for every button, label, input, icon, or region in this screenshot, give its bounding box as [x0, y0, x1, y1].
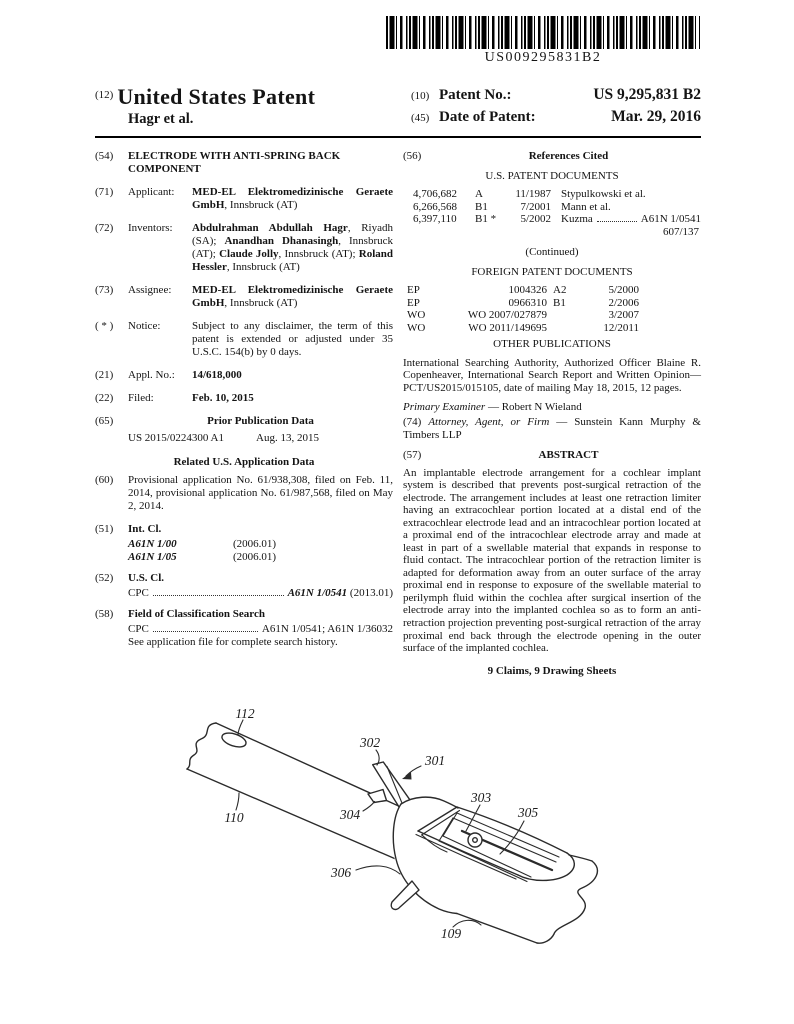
ref-country: EP: [407, 296, 420, 309]
section-number: (51): [95, 523, 114, 536]
attorney-line: [403, 416, 701, 441]
cpc-class: A61N 1/0541: [287, 587, 348, 600]
barcode-number: US009295831B2: [484, 50, 602, 65]
dot-leader: [153, 623, 258, 632]
ref-name: Stypulkowski et al.: [561, 188, 646, 201]
ref-date: 5/2000: [608, 284, 639, 297]
code-12: (12): [95, 89, 114, 101]
header-divider: [95, 136, 701, 138]
ref-name: Mann et al.: [561, 200, 611, 213]
foreign-ref-row: [407, 284, 701, 297]
cpc-year: (2013.01): [349, 587, 393, 600]
ref-kind: B1: [475, 200, 488, 213]
abstract-heading: ABSTRACT: [538, 449, 599, 462]
int-cl-row: [128, 538, 393, 551]
patent-number-row: [411, 86, 701, 104]
notice-text: Subject to any disclaimer, the term of this patent is extended or adjusted under 35 U.S.C. 154(b) by 0 days.: [192, 319, 393, 358]
inventor-location: , Innsbruck (AT): [226, 260, 300, 273]
section-number: (72): [95, 221, 114, 234]
figure-label-303: 303: [470, 790, 492, 805]
ref-number: WO 2007/027879: [467, 309, 547, 322]
patent-date-row: [411, 108, 701, 126]
ref-date: 2/2006: [608, 296, 639, 309]
primary-examiner-name: — Robert N Wieland: [485, 400, 582, 413]
leader-304: [363, 802, 375, 812]
ref-date: 11/1987: [515, 188, 551, 201]
prior-publication-heading: Prior Publication Data: [207, 414, 314, 427]
references-cited-heading: References Cited: [528, 150, 609, 162]
section-54-title: [95, 150, 393, 176]
class-code: A61N 1/05: [128, 551, 177, 564]
tube-bottom-edge: [187, 769, 398, 860]
barcode-block: [386, 16, 700, 66]
code-10: (10): [411, 90, 430, 102]
continued-note: (Continued): [525, 246, 579, 259]
lead-broken-end: [537, 861, 597, 943]
ref-kind: A: [475, 188, 483, 201]
figure-label-301: 301: [424, 753, 446, 768]
leader-110: [236, 793, 239, 810]
ref-date: 7/2001: [520, 200, 551, 213]
ref-class: A61N 1/0541: [640, 213, 701, 226]
patent-number-label: Patent No.:: [439, 87, 512, 103]
appl-no-label: Appl. No.:: [128, 368, 175, 381]
primary-examiner-line: [403, 401, 701, 414]
figure-label-302: 302: [359, 735, 381, 750]
ref-kind: B1 *: [475, 213, 497, 226]
section-52-us-cl: [95, 572, 393, 585]
figure-label-109: 109: [440, 926, 462, 941]
inventors-label: Inventors:: [128, 221, 173, 234]
ref-number: 6,397,110: [413, 213, 457, 226]
cpc-label: CPC: [128, 623, 149, 636]
inventor-name: Abdulrahman Abdullah Hagr: [192, 221, 348, 234]
attorney-label: Attorney, Agent, or Firm: [428, 416, 550, 429]
assignee-location: , Innsbruck (AT): [224, 296, 298, 309]
section-21-appl-no: [95, 369, 393, 382]
section-number: (71): [95, 185, 114, 198]
ref-country: WO: [407, 321, 426, 334]
leader-112: [238, 720, 243, 735]
ref-date: 12/2011: [603, 321, 639, 334]
filed-label: Filed:: [128, 391, 154, 404]
section-60-provisional: [95, 474, 393, 513]
inventor-location: , Innsbruck (AT);: [278, 247, 359, 260]
ref-name: Kuzma: [561, 213, 593, 226]
field-search-heading: Field of Classification Search: [128, 608, 265, 621]
dot-leader: [597, 213, 637, 222]
section-number: (58): [95, 608, 114, 621]
attorney-name: — Sunstein Kann Murphy & Timbers LLP: [403, 416, 701, 441]
header-left: [95, 84, 315, 128]
section-number: (57): [403, 449, 422, 462]
related-data-heading: Related U.S. Application Data: [173, 456, 315, 469]
section-57-abstract: [403, 449, 701, 462]
ref-number: 6,266,568: [413, 200, 457, 213]
foreign-ref-row: [407, 322, 701, 335]
tube-broken-end: [187, 723, 216, 769]
us-patent-documents-heading: U.S. PATENT DOCUMENTS: [485, 169, 619, 182]
inventor-name: Anandhan Dhanasingh: [224, 234, 339, 247]
section-number: (52): [95, 572, 114, 585]
peg-304: [368, 790, 387, 803]
ref-kind: [547, 322, 583, 335]
right-column: [403, 150, 701, 677]
notice-label: Notice:: [128, 319, 161, 332]
ref-number: 0966310: [508, 296, 547, 309]
cpc-classes: A61N 1/0541; A61N 1/36032: [261, 623, 393, 636]
section-number: (73): [95, 283, 114, 296]
figure-label-304: 304: [339, 807, 361, 822]
pin-305: [468, 833, 482, 847]
us-cl-heading: U.S. Cl.: [128, 572, 165, 585]
section-notice: [95, 320, 393, 359]
section-number: (56): [403, 150, 422, 162]
ref-kind: B1: [553, 296, 566, 309]
us-ref-row: [413, 201, 701, 214]
field-search-cpc-row: [128, 623, 393, 636]
other-publications-text: International Searching Authority, Authorized Officer Blaine R. Copenheaver, International Search Report and Written Opinion—PCT/US2015/015105, date of mailing May 18, 2015, 12 pages.: [403, 356, 701, 394]
ref-number: WO 2011/149695: [468, 321, 547, 334]
assignee-value: [192, 284, 393, 310]
leader-306: [356, 866, 400, 874]
document-title: United States Patent: [117, 84, 316, 109]
authors: Hagr et al.: [128, 111, 194, 127]
ref-country: EP: [407, 284, 420, 297]
foreign-patent-documents-heading: FOREIGN PATENT DOCUMENTS: [471, 265, 633, 278]
inventor-name: Claude Jolly: [219, 247, 279, 260]
class-code: A61N 1/00: [128, 538, 177, 551]
section-number: ( * ): [95, 319, 114, 332]
patent-number-value: US 9,295,831 B2: [593, 86, 701, 103]
assignee-label: Assignee:: [128, 283, 172, 296]
applicant-name: MED-EL Elektromedizinische Geraete GmbH: [192, 185, 393, 211]
patent-date-label: Date of Patent:: [439, 109, 536, 125]
ref-country: WO: [407, 309, 426, 322]
filed-value: Feb. 10, 2015: [192, 391, 254, 404]
cpc-label: CPC: [128, 587, 149, 600]
int-cl-heading: Int. Cl.: [128, 523, 162, 536]
us-ref-row: [413, 188, 701, 201]
figure-label-306: 306: [330, 865, 352, 880]
foreign-ref-row: [407, 309, 701, 322]
other-publications-heading: OTHER PUBLICATIONS: [493, 338, 611, 351]
publication-number: US 2015/0224300 A1: [128, 431, 224, 444]
ref-number: 1004326: [508, 284, 547, 297]
prior-publication-row: [128, 432, 393, 445]
inventor-location: , Innsbruck (AT);: [192, 234, 393, 260]
ref-date: 5/2002: [520, 213, 551, 226]
section-65-heading: [95, 415, 393, 428]
lead-bottom-edge: [457, 914, 537, 944]
claims-line: 9 Claims, 9 Drawing Sheets: [487, 664, 617, 677]
electrode-contact-112: [220, 730, 247, 749]
applicant-location: , Innsbruck (AT): [224, 198, 298, 211]
abstract-text: An implantable electrode arrangement for a cochlear implant system is described that prevents post-surgical retraction of the electrode. The arrangement includes at least one retraction limiter having an extracochlear portion located at a distal end of the extracochlear electrode lead and an intracochlear portion located at a proximal end of the intracochlear electrode array and made at least in part of a swellable material that expands in response to fluid contact. The intracochlear portion of the retraction limiter is adapted for deformation away from an outer surface of the array proximal end in response to exposure of the swellable material to perilymph fluid within the cochlea after surgical insertion of the electrode array into the implanted cochlea so as to form an anti-retraction projection preventing post-surgical retraction of the array proximal end back through the electrode opening in the outer surface of the implanted cochlea.: [403, 466, 701, 655]
section-number: (21): [95, 368, 114, 381]
dot-leader: [153, 587, 284, 596]
code-45: (45): [411, 112, 430, 124]
section-number: (54): [95, 150, 114, 162]
figure-label-110: 110: [224, 810, 244, 825]
int-cl-row: [128, 551, 393, 564]
applicant-value: [192, 186, 393, 212]
inventor-name: Roland Hessler: [192, 247, 393, 273]
section-number: (22): [95, 391, 114, 404]
section-number: (60): [95, 474, 114, 487]
ref-date: 3/2007: [608, 309, 639, 322]
patent-date-value: Mar. 29, 2016: [611, 108, 701, 125]
ref-kind: [547, 309, 583, 322]
ref-class-secondary: 607/137: [662, 225, 699, 238]
field-search-note: See application file for complete search history.: [128, 636, 338, 649]
section-73-assignee: [95, 284, 393, 310]
section-72-inventors: [95, 222, 393, 274]
class-year: (2006.01): [233, 551, 277, 564]
section-58-field-search: [95, 608, 393, 621]
applicant-label: Applicant:: [128, 185, 175, 198]
patent-drawing-fig: [150, 698, 650, 970]
us-cl-cpc-row: [128, 587, 393, 600]
ref-number: 4,706,682: [413, 188, 457, 201]
assignee-name: MED-EL Elektromedizinische Geraete GmbH: [192, 283, 393, 309]
section-71-applicant: [95, 186, 393, 212]
code-74: (74): [403, 416, 429, 429]
barcode-image: [386, 16, 700, 49]
foreign-ref-row: [407, 297, 701, 310]
appl-no-value: 14/618,000: [192, 368, 242, 381]
inventor-location: , Riyadh (SA);: [192, 221, 393, 247]
inventors-value: [192, 222, 393, 274]
primary-examiner-label: Primary Examiner: [403, 400, 486, 413]
section-22-filed: [95, 392, 393, 405]
arrowhead-301: [402, 772, 412, 780]
invention-title: ELECTRODE WITH ANTI-SPRING BACK COMPONENT: [128, 150, 341, 175]
section-56-references: [403, 150, 701, 163]
publication-date: Aug. 13, 2015: [256, 431, 319, 444]
provisional-text: Provisional application No. 61/938,308, filed on Feb. 11, 2014, provisional application No. 61/987,568, filed on May 2, 2014.: [128, 474, 393, 513]
left-column: [95, 150, 393, 649]
ref-kind: A2: [553, 284, 567, 297]
section-51-int-cl: [95, 523, 393, 536]
figure-label-112: 112: [235, 706, 255, 721]
us-ref-row: [413, 213, 701, 226]
section-number: (65): [95, 414, 114, 427]
header-right: [411, 86, 701, 130]
figure-label-305: 305: [517, 805, 539, 820]
class-year: (2006.01): [233, 538, 277, 551]
